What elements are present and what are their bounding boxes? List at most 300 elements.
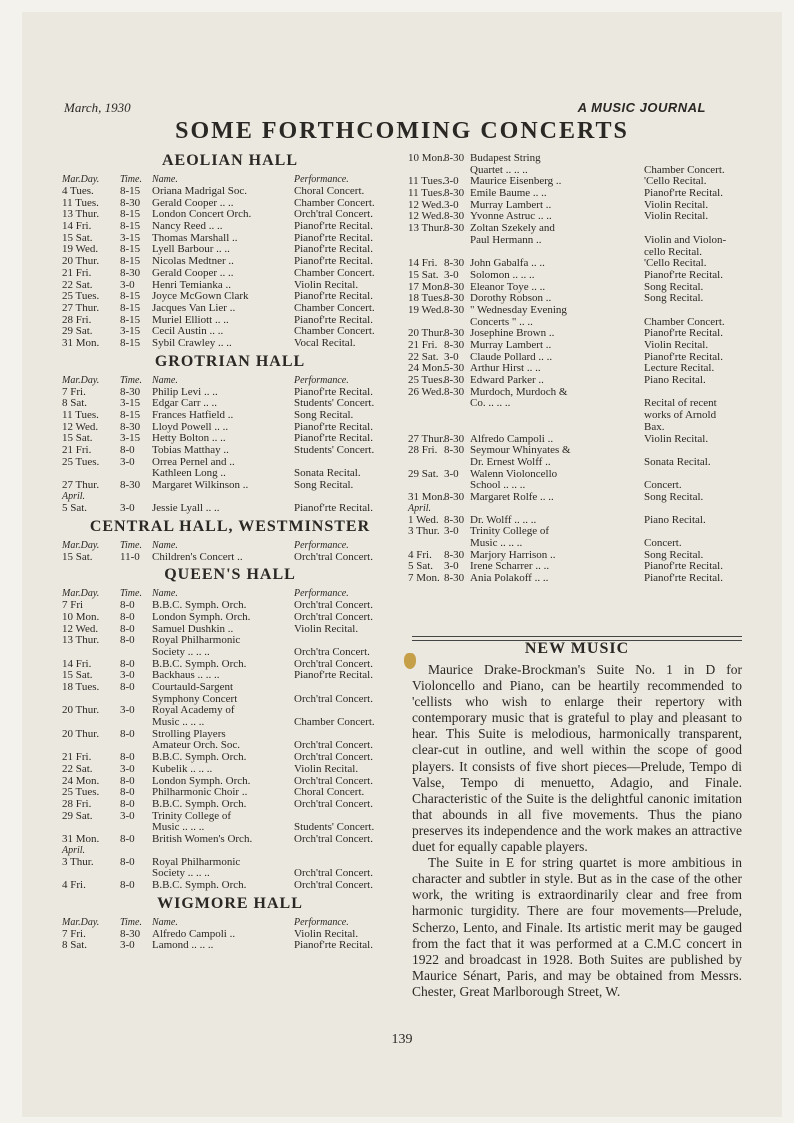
concert-day: 15 Sat. <box>62 669 93 682</box>
concert-performance: Pianof'rte Recital. <box>294 432 373 445</box>
concert-time: 3-0 <box>444 175 459 188</box>
concert-row <box>62 467 398 479</box>
concert-day: 12 Wed. <box>408 210 445 223</box>
concert-time: 3-0 <box>120 501 135 514</box>
concert-performer: Nicolas Medtner .. <box>152 255 234 268</box>
concert-row <box>62 302 398 314</box>
concert-performer: Cecil Austin .. .. <box>152 325 224 338</box>
concert-time: 3-0 <box>120 455 135 468</box>
concert-performance: Chamber Concert. <box>294 266 375 279</box>
concert-performance: Orch'tral Concert. <box>294 208 373 221</box>
concert-performer: Orrea Pernel and .. <box>152 455 235 468</box>
header-performance: Performance. <box>294 916 349 928</box>
concert-performance: Pianof'rte Recital. <box>294 243 373 256</box>
concert-time: 8-0 <box>120 622 135 635</box>
concert-day: 11 Tues. <box>62 196 99 209</box>
concert-performer: Arthur Hirst .. .. <box>470 362 541 375</box>
concert-performance: Orch'tral Concert. <box>294 692 373 705</box>
concert-performance: Song Recital. <box>294 479 354 492</box>
concert-row <box>408 525 744 537</box>
concert-performer: Society .. .. .. <box>152 867 210 880</box>
concert-time: 8-0 <box>120 681 135 693</box>
concert-performer: Yvonne Astruc .. .. <box>470 210 552 223</box>
month-label: April. <box>62 844 86 856</box>
header-day: Mar.Day. <box>62 174 100 185</box>
concert-performer: Kathleen Long .. <box>152 467 226 480</box>
concert-row <box>62 267 398 279</box>
concert-performance: Pianof'rte Recital. <box>294 385 373 398</box>
concert-performance: Pianof'rte Recital. <box>294 255 373 268</box>
concert-performance: Chamber Concert. <box>294 716 375 729</box>
concert-time: 8-0 <box>120 751 135 764</box>
concert-performance: Pianof'rte Recital. <box>294 220 373 233</box>
concert-performance: Orch'tral Concert. <box>294 550 373 563</box>
column-header-row <box>62 917 398 928</box>
concert-performance: Chamber Concert. <box>294 301 375 314</box>
concert-row <box>408 351 744 363</box>
concert-row <box>62 939 398 951</box>
concert-performer: Courtauld-Sargent <box>152 681 234 693</box>
concert-day: 12 Wed. <box>408 198 445 211</box>
concert-time: 8-30 <box>444 385 465 398</box>
concert-performance: Orch'tral Concert. <box>294 832 373 845</box>
concert-performer: B.B.C. Symph. Orch. <box>152 657 247 670</box>
concert-day: 21 Fri. <box>408 339 438 351</box>
concert-day: 31 Mon. <box>408 490 446 503</box>
concert-row <box>408 316 744 328</box>
concert-performance: 'Cello Recital. <box>644 175 707 188</box>
concert-day: 19 Wed. <box>408 303 445 316</box>
concert-row <box>408 362 744 374</box>
concert-performer: Nancy Reed .. .. <box>152 220 223 233</box>
concert-day: 7 Fri <box>62 599 84 612</box>
concert-row <box>62 479 398 491</box>
concert-day: 10 Mon. <box>62 610 100 623</box>
concert-time: 8-15 <box>120 301 141 314</box>
concert-performer: Quartet .. .. .. <box>470 163 528 176</box>
concert-performer: Music .. .. .. <box>152 716 205 729</box>
concert-row <box>408 339 744 351</box>
concert-day: 5 Sat. <box>408 560 434 573</box>
concert-performer: Seymour Whinyates & <box>470 444 571 457</box>
concert-day: 4 Tues. <box>62 185 94 197</box>
concert-time: 3-0 <box>444 268 459 281</box>
concert-performance: Pianof'rte Recital. <box>294 669 373 682</box>
concert-performer: Murdoch, Murdoch & <box>470 385 568 398</box>
concert-row <box>62 856 398 868</box>
concert-performance: Orch'tral Concert. <box>294 610 373 623</box>
concert-performance: Pianof'rte Recital. <box>294 231 373 244</box>
concert-performer: Edgar Carr .. .. <box>152 397 218 410</box>
concert-time: 8-15 <box>120 255 141 268</box>
concert-performance: Orch'tral Concert. <box>294 867 373 880</box>
concert-day: 10 Mon. <box>408 152 446 164</box>
concert-time: 3-0 <box>120 762 135 775</box>
concert-performance: Orch'tral Concert. <box>294 879 373 891</box>
concert-row <box>62 611 398 623</box>
article-paragraph: The Suite in E for string quartet is more ambitious in character and subtler in style. But as in the case of the other work, the writing is extraordinarily clear and free from harmonic turgidity. There are four movements—Prelude, Scherzo, Lento, and Finale. Its artistic merit may be gauged from the fact that it was performed at a C.M.C concert in 1922 and broadcast in 1928. Both Suites are published by Maurice Sénart, Paris, and may be obtained from Messrs. Chester, Great Marlborough Street, W. <box>412 855 742 999</box>
concert-performance: Violin Recital. <box>644 432 709 445</box>
concert-time: 8-0 <box>120 610 135 623</box>
concert-row <box>62 763 398 775</box>
concert-day: 15 Sat. <box>408 268 439 281</box>
concert-day: 7 Fri. <box>62 385 86 398</box>
concert-performer: Concerts " .. .. <box>470 315 533 328</box>
header-time: Time. <box>120 174 142 185</box>
concert-day: 12 Wed. <box>62 420 99 433</box>
concert-performer: Paul Hermann .. <box>470 233 542 246</box>
concert-performance: Chamber Concert. <box>644 315 725 328</box>
concert-row <box>62 432 398 444</box>
concert-row <box>62 314 398 326</box>
concert-performer: Hetty Bolton .. .. <box>152 432 226 445</box>
concert-time: 8-30 <box>444 374 465 387</box>
concert-time: 3-0 <box>120 809 135 822</box>
concert-performance: Chamber Concert. <box>294 325 375 338</box>
hall-heading: WIGMORE HALL <box>157 894 303 912</box>
concert-day: 20 Thur. <box>62 727 100 740</box>
concert-performer: Dr. Wolff .. .. .. <box>470 513 537 526</box>
concert-time: 8-30 <box>444 548 465 561</box>
concert-performer: Trinity College of <box>470 525 550 538</box>
concert-day: 7 Mon. <box>408 572 440 585</box>
column-header-row <box>62 174 398 185</box>
page-title: SOME FORTHCOMING CONCERTS <box>175 118 629 144</box>
concert-performer: B.B.C. Symph. Orch. <box>152 797 247 810</box>
concert-row <box>408 560 744 572</box>
concert-time: 8-30 <box>444 280 465 293</box>
concert-row <box>408 479 744 491</box>
concert-time: 3-15 <box>120 432 141 445</box>
concert-row <box>408 397 744 409</box>
concert-performer: Kubelik .. .. .. <box>152 762 213 775</box>
concert-performance: Pianof'rte Recital. <box>644 268 723 281</box>
header-day: Mar.Day. <box>62 539 100 551</box>
concert-performance: Piano Recital. <box>644 513 706 526</box>
concert-day: 28 Fri. <box>62 313 92 326</box>
concert-row <box>62 444 398 456</box>
month-label: April. <box>62 490 86 502</box>
concert-performer: British Women's Orch. <box>152 832 253 845</box>
concert-performer: Tobias Matthay .. <box>152 444 229 457</box>
concert-performer: Music .. .. .. <box>152 821 205 834</box>
concert-time: 11-0 <box>120 550 140 563</box>
concert-day: 22 Sat. <box>62 278 93 291</box>
concert-day: 7 Fri. <box>62 927 86 940</box>
concert-row <box>62 810 398 822</box>
concert-time: 8-0 <box>120 786 135 799</box>
concert-performance: Concert. <box>644 479 682 492</box>
concert-performance: Orch'tral Concert. <box>294 599 373 612</box>
concert-day: 13 Thur. <box>408 222 446 235</box>
header-name: Name. <box>152 916 178 928</box>
concert-day: 18 Tues. <box>408 292 446 305</box>
concert-row <box>408 234 744 246</box>
concert-time: 8-0 <box>120 727 135 740</box>
concert-performance: works of Arnold <box>644 409 717 422</box>
concert-performer: Irene Scharrer .. .. <box>470 560 550 573</box>
concert-performance: Pianof'rte Recital. <box>644 560 723 573</box>
header-time: Time. <box>120 539 142 551</box>
concert-performer: Society .. .. .. <box>152 645 210 658</box>
concert-performance: Piano Recital. <box>644 374 706 387</box>
concert-row <box>62 704 398 716</box>
new-music-article <box>412 662 742 1000</box>
hall-heading: GROTRIAN HALL <box>154 352 306 370</box>
concert-row <box>408 304 744 316</box>
column-header-row <box>62 540 398 551</box>
concert-day: 28 Fri. <box>408 444 438 457</box>
concert-performance: Vocal Recital. <box>294 336 356 349</box>
concert-day: 31 Mon. <box>62 336 100 349</box>
concert-time: 8-30 <box>444 210 465 223</box>
concert-time: 3-0 <box>444 467 459 480</box>
concert-row <box>62 220 398 232</box>
column-header-row <box>62 588 398 599</box>
concert-day: 29 Sat. <box>62 809 93 822</box>
concert-performer: Samuel Dushkin .. <box>152 622 234 635</box>
concert-performer: Children's Concert .. <box>152 550 243 563</box>
concert-row <box>62 456 398 468</box>
concert-performer: Alfredo Campoli .. <box>152 927 236 940</box>
concert-day: 17 Mon. <box>408 280 446 293</box>
concert-performer: London Symph. Orch. <box>152 610 251 623</box>
concert-performance: Bax. <box>644 420 665 433</box>
concert-day: 14 Fri. <box>62 657 92 670</box>
concert-performance: Pianof'rte Recital. <box>294 290 373 303</box>
concert-day: 22 Sat. <box>408 350 439 363</box>
concert-row <box>408 549 744 561</box>
concert-performance: Orch'tral Concert. <box>294 739 373 752</box>
concert-time: 8-30 <box>120 266 141 279</box>
concert-time: 8-15 <box>120 185 141 197</box>
header-time: Time. <box>120 588 142 600</box>
concert-day: 14 Fri. <box>408 257 438 270</box>
concert-performer: Emile Baume .. .. <box>470 187 547 200</box>
concert-performer: Amateur Orch. Soc. <box>152 739 240 752</box>
concert-performance: Pianof'rte Recital. <box>644 572 723 585</box>
concert-performer: Backhaus .. .. .. <box>152 669 220 682</box>
concert-performer: Royal Philharmonic <box>152 634 241 647</box>
concert-day: 18 Tues. <box>62 681 100 693</box>
concert-time: 8-15 <box>120 409 141 421</box>
concert-time: 8-0 <box>120 832 135 845</box>
concert-time: 3-0 <box>120 669 135 682</box>
concert-row <box>62 821 398 833</box>
concert-day: 5 Sat. <box>62 501 88 514</box>
concert-day: 20 Thur. <box>62 704 100 717</box>
concert-row <box>408 491 744 503</box>
concert-performer: Trinity College of <box>152 809 232 822</box>
concert-performance: Song Recital. <box>644 292 704 305</box>
concert-time: 3-0 <box>444 350 459 363</box>
concert-time: 8-30 <box>120 196 141 209</box>
concert-performer: Gerald Cooper .. .. <box>152 266 234 279</box>
concert-day: 21 Fri. <box>62 444 92 457</box>
concert-row <box>408 456 744 468</box>
concert-row <box>408 374 744 386</box>
hall-heading: QUEEN'S HALL <box>164 566 296 584</box>
concert-performance: Orch'tral Concert. <box>294 657 373 670</box>
concert-row <box>62 798 398 810</box>
concert-performance: Violin Recital. <box>644 210 709 223</box>
concert-day: 22 Sat. <box>62 762 93 775</box>
concert-row <box>62 551 398 563</box>
concert-row <box>408 433 744 445</box>
concert-performer: Gerald Cooper .. .. <box>152 196 234 209</box>
concert-row <box>62 243 398 255</box>
concert-row <box>408 572 744 584</box>
concert-day: 13 Thur. <box>62 634 100 647</box>
concert-row <box>408 281 744 293</box>
concert-day: 25 Tues. <box>408 374 446 387</box>
concert-row <box>408 386 744 398</box>
concert-row <box>62 634 398 646</box>
concert-day: 25 Tues. <box>62 290 100 303</box>
concert-time: 8-15 <box>120 208 141 221</box>
concert-day: 11 Tues. <box>408 187 445 200</box>
concert-day: 29 Sat. <box>62 325 93 338</box>
concert-performance: Pianof'rte Recital. <box>294 313 373 326</box>
concert-time: 3-0 <box>444 525 459 538</box>
concert-day: 13 Thur. <box>62 208 100 221</box>
concert-row <box>62 716 398 728</box>
concert-time: 8-15 <box>120 290 141 303</box>
concert-row <box>408 468 744 480</box>
concert-performer: Ania Polakoff .. .. <box>470 572 549 585</box>
concert-performer: Joyce McGown Clark <box>152 290 249 303</box>
concert-day: 25 Tues. <box>62 786 100 799</box>
concert-time: 3-15 <box>120 231 141 244</box>
concert-row <box>408 246 744 258</box>
concert-performance: Violin Recital. <box>294 762 359 775</box>
concert-time: 8-30 <box>444 513 465 526</box>
header-performance: Performance. <box>294 174 349 185</box>
column-header-row <box>62 375 398 386</box>
concert-row <box>62 197 398 209</box>
concert-performer: Jessie Lyall .. .. <box>152 501 220 514</box>
concert-performance: Chamber Concert. <box>294 196 375 209</box>
concert-day: 27 Thur. <box>408 432 446 445</box>
concert-time: 3-0 <box>120 704 135 717</box>
concert-row <box>62 623 398 635</box>
concert-performance: Sonata Recital. <box>294 467 361 480</box>
hall-heading: AEOLIAN HALL <box>161 152 299 169</box>
concert-row <box>408 222 744 234</box>
concert-row <box>408 409 744 421</box>
concert-row <box>62 337 398 349</box>
header-day: Mar.Day. <box>62 588 100 600</box>
concert-performer: Edward Parker .. <box>470 374 544 387</box>
concert-row <box>408 514 744 526</box>
concert-day: 28 Fri. <box>62 797 92 810</box>
concert-performer: Budapest String <box>470 152 541 164</box>
concert-time: 8-15 <box>120 336 141 349</box>
concert-day: 20 Thur. <box>408 327 446 340</box>
concert-row <box>408 444 744 456</box>
concert-day: 15 Sat. <box>62 550 93 563</box>
concert-time: 8-30 <box>444 187 465 200</box>
concert-performer: John Gabalfa .. .. <box>470 257 545 270</box>
concert-time: 8-0 <box>120 879 135 891</box>
concert-performer: Lloyd Powell .. .. <box>152 420 229 433</box>
concert-performance: Choral Concert. <box>294 185 365 197</box>
concert-time: 8-30 <box>444 257 465 270</box>
page-number: 139 <box>391 1032 413 1047</box>
concert-time: 8-30 <box>444 152 465 164</box>
header-name: Name. <box>152 539 178 551</box>
journal-page <box>22 12 782 1117</box>
concert-day: 11 Tues. <box>408 175 445 188</box>
concert-day: 8 Sat. <box>62 939 88 952</box>
header-name: Name. <box>152 174 178 185</box>
concert-day: 14 Fri. <box>62 220 92 233</box>
concert-performance: Recital of recent <box>644 397 717 410</box>
concert-performer: Henri Temianka .. <box>152 278 232 291</box>
concert-day: 24 Mon. <box>62 774 100 787</box>
concert-performer: B.B.C. Symph. Orch. <box>152 751 247 764</box>
concert-listings-right <box>408 152 744 584</box>
concert-row <box>62 928 398 940</box>
concert-performer: Frances Hatfield .. <box>152 409 234 421</box>
concert-day: 3 Thur. <box>62 855 94 868</box>
concert-performer: Josephine Brown .. <box>470 327 555 340</box>
concert-performer: Eleanor Toye .. .. <box>470 280 546 293</box>
concert-day: 25 Tues. <box>62 455 100 468</box>
concert-performance: Choral Concert. <box>294 786 365 799</box>
concert-day: 3 Thur. <box>408 525 440 538</box>
concert-row <box>62 775 398 787</box>
concert-row <box>62 208 398 220</box>
concert-row <box>408 292 744 304</box>
concert-performer: Maurice Eisenberg .. <box>470 175 562 188</box>
concert-time: 3-0 <box>444 560 459 573</box>
concert-time: 8-30 <box>120 385 141 398</box>
concert-performer: Strolling Players <box>152 727 226 740</box>
concert-row <box>62 279 398 291</box>
concert-performer: B.B.C. Symph. Orch. <box>152 599 247 612</box>
concert-performer: Philharmonic Choir .. <box>152 786 248 799</box>
concert-row <box>62 693 398 705</box>
header-name: Name. <box>152 588 178 600</box>
concert-row <box>62 409 398 421</box>
concert-performer: Muriel Elliott .. .. <box>152 313 229 326</box>
header-day: Mar.Day. <box>62 374 100 386</box>
concert-row <box>408 175 744 187</box>
concert-performance: Chamber Concert. <box>644 163 725 176</box>
concert-row <box>62 599 398 611</box>
concert-performer: Alfredo Campoli .. <box>470 432 554 445</box>
concert-performer: " Wednesday Evening <box>470 303 567 316</box>
concert-time: 8-0 <box>120 634 135 647</box>
concert-performer: Oriana Madrigal Soc. <box>152 185 247 197</box>
concert-time: 8-0 <box>120 855 135 868</box>
concert-performer: Philip Levi .. .. <box>152 385 218 398</box>
concert-time: 8-30 <box>120 420 141 433</box>
concert-day: 24 Mon. <box>408 362 446 375</box>
concert-performer: Marjory Harrison .. <box>470 548 556 561</box>
issue-date: March, 1930 <box>64 100 131 115</box>
concert-day: 20 Thur. <box>62 255 100 268</box>
journal-name: A MUSIC JOURNAL <box>577 100 706 115</box>
concert-time: 3-15 <box>120 397 141 410</box>
concert-performer: Symphony Concert <box>152 692 238 705</box>
concert-time: 8-15 <box>120 313 141 326</box>
concert-time: 5-30 <box>444 362 465 375</box>
concert-row <box>62 739 398 751</box>
concert-performance: Pianof'rte Recital. <box>294 501 373 514</box>
concert-row <box>408 421 744 433</box>
